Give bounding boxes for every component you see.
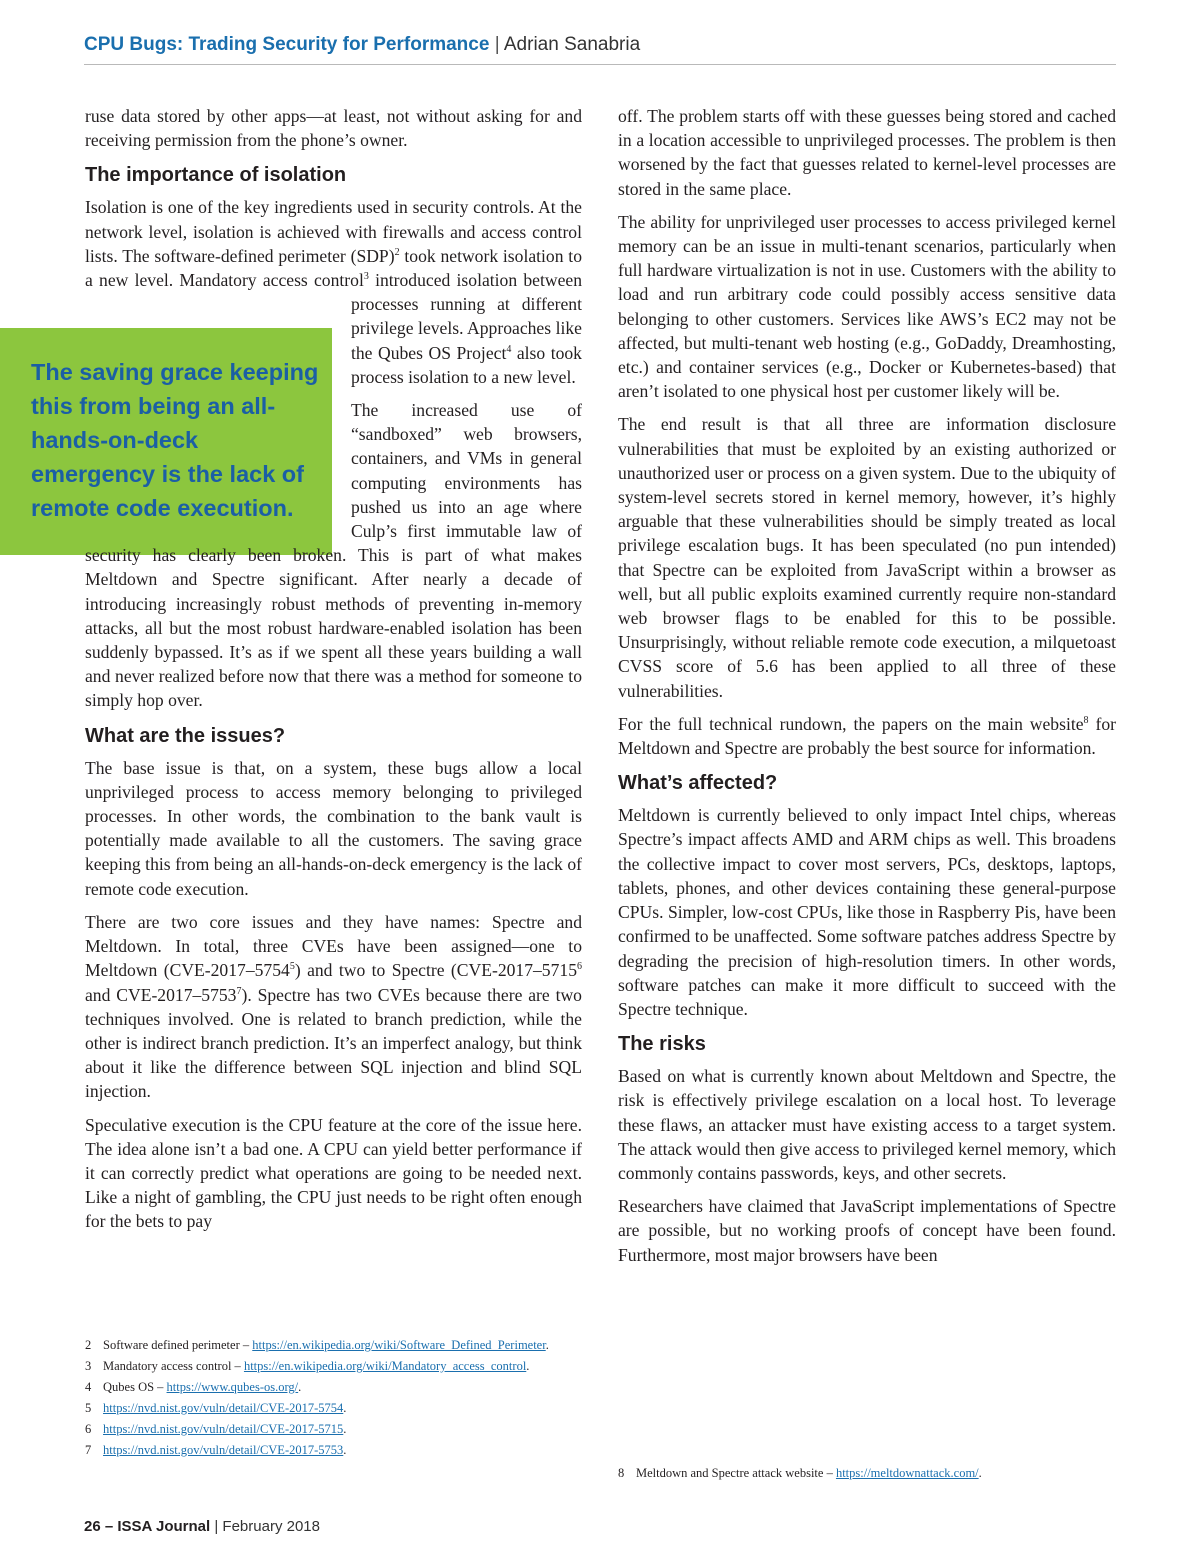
footnote-tail: . [343, 1422, 347, 1436]
pull-quote-text: The saving grace keeping this from being an all-hands-on-deck emergency is the lack of remote code execution. [31, 359, 319, 521]
paragraph: Speculative execution is the CPU feature at the core of the issue here. The idea alone isn’t a bad one. A CPU can yield better performance if it can correctly predict what operations are going to be needed next. Like a night of gambling, the CPU just needs to be right often enough for the bets to pay [85, 1114, 582, 1232]
heading-risks: The risks [618, 1033, 706, 1056]
footnote [85, 1401, 555, 1416]
footnote-tail: . [545, 1338, 549, 1352]
footnote-link[interactable]: https://www.qubes-os.org/ [166, 1380, 299, 1394]
footnote-link[interactable]: https://nvd.nist.gov/vuln/detail/CVE-2017-5754 [103, 1401, 344, 1415]
footnote-text: Software defined perimeter – [103, 1338, 253, 1352]
paragraph: The increased use of “sandboxed” web browsers, containers, and VMs in general computing environments has pushed us into an age where Culp’s first immutable law of security has clearly been broken. This is part of what makes Meltdown and Spectre significant. After nearly a decade of introducing increasingly robust methods of preventing in-memory attacks, all but the most robust hardware-enabled isolation has been suddenly bypassed. It’s as if we spent all these years building a wall and never realized before now that there was a method for someone to simply hop over. [85, 400, 582, 711]
paragraph-cves: There are two core issues and they have names: Spectre and Meltdown. In total, three CVEs have been assigned—one to Meltdown (CVE-2017–5754$^5$) and two to Spectre (CVE-2017–5715$^6$ and CVE-2017–5753$^7$). Spectre has two CVEs because there are two techniques involved. One is related to branch prediction, while the other is indirect branch prediction. It’s an imperfect analogy, but think about it like the difference between SQL injection and blind SQL injection. [85, 911, 582, 1102]
page-footer [84, 1518, 320, 1535]
footnote-body [103, 1359, 529, 1374]
footer-separator: | [214, 1518, 219, 1535]
footnote-number: 8 [618, 1466, 625, 1480]
running-header [84, 34, 1116, 65]
footnote-tail: . [343, 1401, 347, 1415]
footnote-link[interactable]: https://nvd.nist.gov/vuln/detail/CVE-2017-5715 [103, 1422, 344, 1436]
footnote-number: 3 [85, 1359, 92, 1373]
header-author: Adrian Sanabria [503, 34, 641, 55]
footnote [85, 1338, 555, 1353]
footnotes-left [85, 1338, 555, 1464]
footnote-number: 2 [85, 1338, 92, 1352]
header-title: CPU Bugs: Trading Security for Performance [84, 34, 490, 55]
right-column [618, 104, 1116, 1276]
footnote-text: Meltdown and Spectre attack website – [636, 1466, 836, 1480]
paragraph: Researchers have claimed that JavaScript implementations of Spectre are possible, but no working proofs of concept have been found. Furthermore, most major browsers have been [618, 1196, 1116, 1265]
footnote-number: 7 [85, 1443, 92, 1457]
header-separator: | [494, 34, 500, 55]
footnote-ref[interactable]: 8 [1083, 714, 1089, 726]
footnote [85, 1380, 555, 1395]
footnote-body [103, 1380, 301, 1395]
footnote-body [636, 1466, 982, 1481]
footnote-ref[interactable]: 7 [236, 985, 242, 997]
footnote-ref[interactable]: 3 [363, 271, 369, 283]
footnote-ref[interactable]: 5 [289, 961, 295, 973]
footnote-tail: . [526, 1359, 530, 1373]
footnotes-right [618, 1466, 1088, 1487]
footnote-number: 4 [85, 1380, 92, 1394]
footnote [85, 1359, 555, 1374]
paragraph-rundown: For the full technical rundown, the papers on the main website$^8$ for Meltdown and Spectre are probably the best source for information. [618, 713, 1116, 759]
paragraph-isolation: Isolation is one of the key ingredients used in security controls. At the network level, isolation is achieved with firewalls and access control lists. The software-defined perimeter (SDP)$^2$ took network isolation to a new level. Mandatory access control $^3$ introduced isolation between processes running at different privilege levels. Approaches like the Qubes OS Project$^4$ also took process isolation to a new level. [85, 197, 582, 387]
left-column [85, 104, 582, 1243]
footnote [85, 1443, 555, 1458]
paragraph: The base issue is that, on a system, these bugs allow a local unprivileged process to access memory belonging to privileged processes. In other words, the combination to the bank vault is potentially made available to all the customers. The saving grace keeping this from being an all-hands-on-deck emergency is the lack of remote code execution. [85, 757, 582, 899]
heading-issues: What are the issues? [85, 724, 286, 747]
footnote-ref[interactable]: 2 [394, 246, 400, 258]
footnote-ref[interactable]: 6 [577, 961, 582, 973]
footnote-text: Mandatory access control – [103, 1359, 244, 1373]
footer-date: February 2018 [222, 1518, 320, 1535]
footnote-body [103, 1401, 346, 1416]
footer-page: 26 – ISSA Journal [84, 1518, 211, 1535]
heading-isolation: The importance of isolation [85, 164, 347, 187]
footnote-body [103, 1443, 346, 1458]
footnote-tail: . [343, 1443, 347, 1457]
heading-affected: What’s affected? [618, 772, 778, 795]
footnote [85, 1422, 555, 1437]
footnote-body [103, 1422, 346, 1437]
footnote-link[interactable]: https://en.wikipedia.org/wiki/Software_Defined_Perimeter [252, 1338, 546, 1352]
paragraph: Based on what is currently known about Meltdown and Spectre, the risk is effectively privilege escalation on a local host. To leverage these flaws, an attacker must have existing access to a target system. The attack would then give access to privileged kernel memory, which commonly contains passwords, keys, and other secrets. [618, 1066, 1116, 1183]
footnote-body [103, 1338, 549, 1353]
footnote-number: 5 [85, 1401, 92, 1415]
footnote-tail: . [298, 1380, 302, 1394]
paragraph: Meltdown is currently believed to only impact Intel chips, whereas Spectre’s impact affects AMD and ARM chips as well. This broadens the collective impact to cover most servers, PCs, desktops, laptops, tablets, phones, and other devices containing these general-purpose CPUs. Simpler, low-cost CPUs, like those in Raspberry Pis, have been confirmed to be unaffected. Some software patches address Spectre by degrading the precision of high-resolution timers. In other words, software patches can make it more difficult to succeed with the Spectre technique. [618, 805, 1116, 1019]
footnote [618, 1466, 1088, 1481]
footnote-link[interactable]: https://en.wikipedia.org/wiki/Mandatory_access_control [243, 1359, 527, 1373]
paragraph: The ability for unprivileged user processes to access privileged kernel memory can be an issue in multi-tenant scenarios, particularly when full hardware virtualization is not in use. Customers with the ability to load and run arbitrary code could possibly access sensitive data belonging to other customers. Services like AWS’s EC2 may not be affected, but multi-tenant web hosting (e.g., GoDaddy, Dreamhosting, etc.) and container services (e.g., Docker or Kubernetes-based) that aren’t isolated to one physical host per customer likely will be. [618, 211, 1116, 402]
footnote-tail: . [978, 1466, 982, 1480]
footnote-link[interactable]: https://meltdownattack.com/ [835, 1466, 979, 1480]
footnote-number: 6 [85, 1422, 92, 1436]
footnote-text: Qubes OS – [103, 1380, 167, 1394]
paragraph: off. The problem starts off with these guesses being stored and cached in a location accessible to unprivileged processes. The problem is then worsened by the fact that guesses related to kernel-level processes are stored in the same place. [618, 106, 1116, 199]
footnote-ref[interactable]: 4 [506, 343, 512, 355]
paragraph: ruse data stored by other apps—at least, not without asking for and receiving permission from the phone’s owner. [85, 106, 582, 151]
paragraph: The end result is that all three are information disclosure vulnerabilities that must be exploited by an existing authorized or unauthorized user or process on a given system. Due to the ubiquity of system-level secrets stored in kernel memory, however, it’s highly arguable that these vulnerabilities should be simply treated as local privilege escalation bugs. It has been speculated (no pun intended) that Spectre can be exploited from JavaScript within a browser as well, but all public exploits examined currently require non-standard web browser flags to be enabled for this to be possible. Unsurprisingly, without reliable remote code execution, a milquetoast CVSS score of 5.6 has been applied to all three of these vulnerabilities. [618, 414, 1116, 701]
footnote-link[interactable]: https://nvd.nist.gov/vuln/detail/CVE-2017-5753 [103, 1443, 344, 1457]
